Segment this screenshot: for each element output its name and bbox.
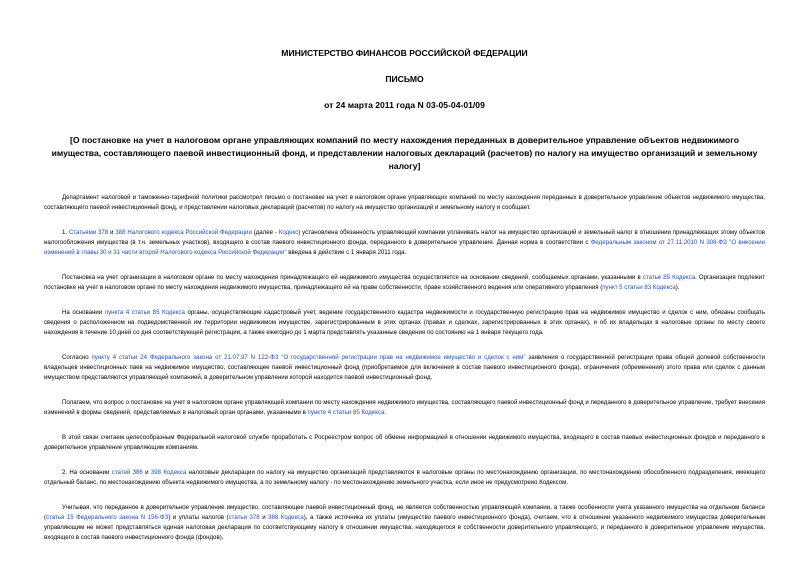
link-article-85[interactable]: статье 85 Кодекса <box>642 274 696 282</box>
paragraph-6: В этой связи считаем целесообразным Федеральной налоговой службе проработать с Росреестром вопрос об обмене информацией в отношении недвижимого имущества, входящего в состав паевых инвестиционных фондов и переданного в доверительное управление управляющим компаниям. <box>44 434 765 452</box>
text-run: Учитывая, что переданное в доверительное управление имущество, составляющее паевой инвестиционный фонд, не является собственностью управляющей компании, а также особенности учета указанного имущества на отдельном балансе ( <box>44 503 765 522</box>
text-run: . Организация подлежит постановке на учет в налоговом органе по месту нахождения недвижимого имущества, принадлежащего ей на праве собственности, праве хозяйственного ведения или оперативного управления ( <box>44 274 766 292</box>
link-article-85-item-4[interactable]: пункта 4 статьи 85 Кодекса <box>104 308 185 316</box>
text-run: органы, осуществляющие кадастровый учет, ведение государственного кадастра недвижимости и государственную регистрацию прав на недвижимое имущество и сделок с ним, обязаны сообщать сведения о расположенном на подведомственной им территории недвижимом имуществе, зарегистрированным в этих органах (правах и сделках, зарегистрированных в этих органах), и об их владельцах в налоговые органы по месту своего нахождения в течение 10 дней со дня соответствующей регистрации, а также ежегодно до 1 марта представлять указанные сведения по состоянию на 1 января текущего года. <box>44 308 765 337</box>
text-run: ), а также источника их уплаты (имущество паевого инвестиционного фонда), считаем, что в отношении указанного недвижимого имущества доверительным управляющим не может представляться единая налоговая декларация по соответствующему налогу в отношении имущества, находящегося в собственности доверительного управляющего, и переданного в доверительное управление имущества, входящего в состав паевого инвестиционного фонда (фондов). <box>44 514 766 542</box>
paragraph-intro: Департамент налоговой и таможенно-тарифной политики рассмотрел письмо о постановке на учет в налоговом органе управляющих компаний по месту нахождения переданных в доверительное управление объектов недвижимого имущества, составляющего паевой инвестиционный фонд, и представлении налоговых деклараций (расчетов) по налогу на имущество организаций и земельному налогу и сообщает. <box>44 194 765 212</box>
link-article-388[interactable]: 388 Кодекса <box>268 514 304 522</box>
text-run: введена в действие с 1 января 2011 года. <box>286 249 407 257</box>
text-run: ). <box>675 284 680 292</box>
text-run: (далее - <box>251 228 279 236</box>
paragraph-4 <box>44 353 765 384</box>
paragraph-2 <box>44 273 765 293</box>
text-run: и <box>259 514 269 522</box>
text-run: Постановка на учет организации в налоговом органе по месту нахождения принадлежащего ей недвижимого имущества осуществляется на основании сведений, сообщаемых органами, указанными в <box>62 274 643 282</box>
ministry-heading: МИНИСТЕРСТВО ФИНАНСОВ РОССИЙСКОЙ ФЕДЕРАЦИИ <box>281 48 528 58</box>
link-federal-law-122[interactable]: пункту 4 статьи 24 Федерального закона от 21.07.97 N 122-ФЗ "О государственной регистрации прав на недвижимое имущество и сделок с ним" <box>91 354 526 362</box>
text-run: 1. <box>62 228 69 236</box>
link-article-83-item-5[interactable]: пункт 5 статьи 83 Кодекса <box>602 284 676 292</box>
text-run: ) и уплаты налогов ( <box>168 514 229 522</box>
text-run: Полагаем, что вопрос о постановке на учет в налоговом органе управляющей компании по месту нахождения недвижимого имущества, составляющего паевой инвестиционный фонд и переданного в доверительное управление, требует внесения изменений в формы сведений, представляемых в налоговый орган органами, указанными в <box>44 399 765 417</box>
link-article-398[interactable]: 398 Кодекса <box>150 468 187 476</box>
link-article-85-item-4-b[interactable]: пункте 4 статьи 85 Кодекса <box>307 409 385 417</box>
link-federal-law-308[interactable]: Федеральным законом от 27.11.2010 N 308-ФЗ "О внесении изменений в главы 30 и 31 части второй Налогового кодекса Российской Федерации" <box>44 239 765 257</box>
paragraph-8 <box>44 503 765 544</box>
link-article-388-tax-code[interactable]: 388 Налогового кодекса Российской Федерации <box>115 228 252 236</box>
document-subject: [О постановке на учет в налоговом органе управляющих компаний по месту нахождения переданных в доверительное управление объектов недвижимого имущества, составляющего паевой инвестиционный фонд, и представлении налоговых деклараций (расчетов) по налогу на имущество организаций и земельному налогу] <box>51 135 758 171</box>
text-run: заявления о государственной регистрации права общей долевой собственности владельцев инвестиционных паев на недвижимое имущество, составляющее паевой инвестиционный фонд (приобретаемое для включения в состав паевого инвестиционного фонда), ограничения (обременения) этого права или сделок с данным имуществом представляются управляющей компанией, в доверительном управлении которой находится паевой инвестиционный фонд. <box>44 354 765 382</box>
paragraph-3 <box>44 308 765 339</box>
link-code[interactable]: Кодекс <box>278 228 299 236</box>
text-run: 2. На основании <box>62 468 112 476</box>
text-run: ) установлена обязанность управляющей компании уплачивать налог на имущество организаций и земельный налог в отношении принадлежащих этому объектов налогообложения имущества (в т.ч. земельных участков), входящего в состав паевого инвестиционного фонда, переданного в доверительное управление. Данная норма в соответствии с <box>44 228 765 247</box>
text-run: На основании <box>62 308 105 316</box>
text-run: . <box>384 409 387 417</box>
text-run: и <box>108 228 116 236</box>
text-run: и <box>142 468 151 476</box>
link-articles-378[interactable]: статьи 378 <box>228 514 260 522</box>
link-federal-law-156-article-15[interactable]: статья 15 Федерального закона N 156-ФЗ <box>46 514 169 522</box>
link-article-378[interactable]: Статьями 378 <box>68 228 109 236</box>
document-date-heading: от 24 марта 2011 года N 03-05-04-01/09 <box>324 100 485 110</box>
text-run: Согласно <box>62 354 92 362</box>
paragraph-7 <box>44 468 765 488</box>
document-type-heading: ПИСЬМО <box>385 74 424 84</box>
link-article-386[interactable]: статей 386 <box>111 468 143 476</box>
paragraph-1 <box>44 228 765 259</box>
paragraph-5 <box>44 398 765 418</box>
text-run: налоговые декларации по налогу на имущество организаций представляются в налоговые органы по местонахождению организации, по местонахождению обособленного подразделения, имеющего отдельный баланс, по местонахождению объекта недвижимого имущества, а по земельному налогу - по местонахождению земельного участка, если иное не предусмотрено Кодексом. <box>44 468 766 487</box>
